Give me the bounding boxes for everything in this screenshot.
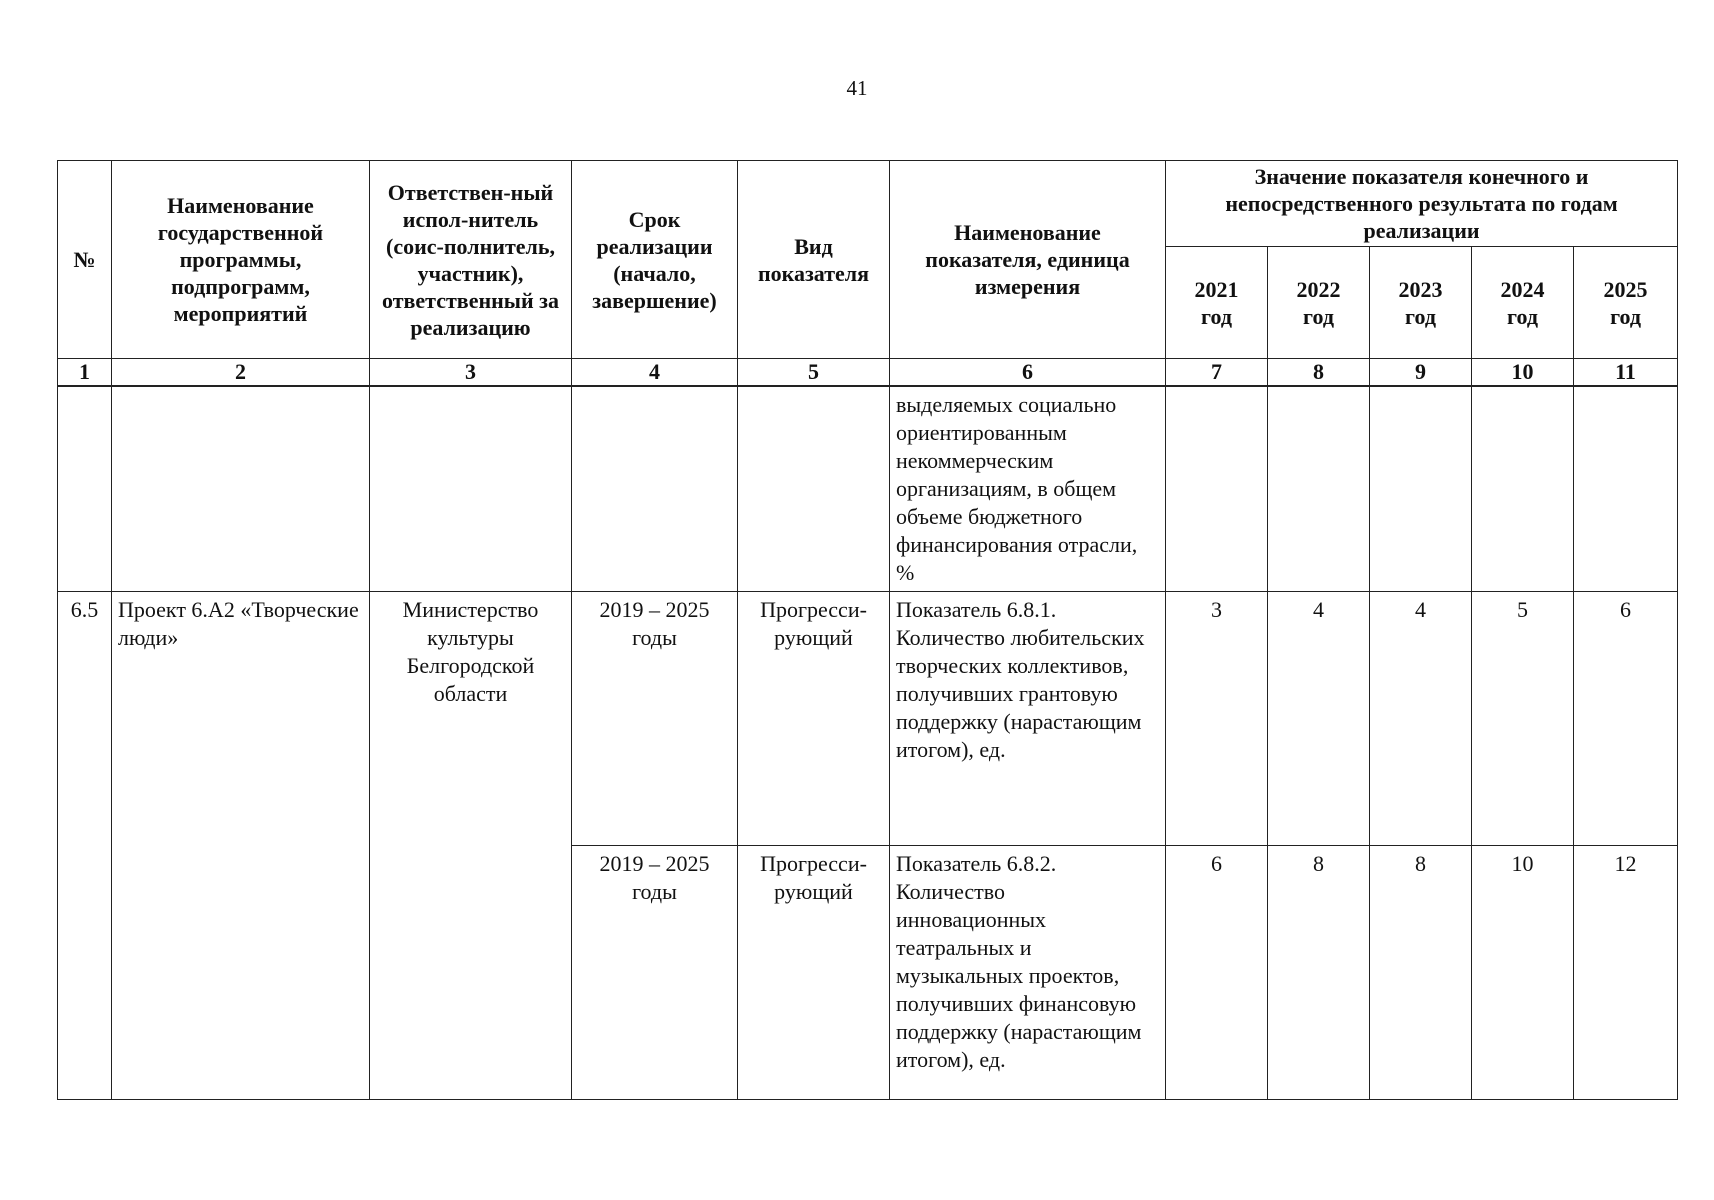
table-cell bbox=[1166, 386, 1268, 592]
header-row-top bbox=[58, 161, 1678, 247]
column-number: 5 bbox=[738, 359, 890, 387]
value-2021: 6 bbox=[1166, 846, 1268, 1100]
indicator-type: Прогресси-рующий bbox=[738, 846, 890, 1100]
table-cell bbox=[1370, 386, 1472, 592]
value-2021: 3 bbox=[1166, 592, 1268, 846]
column-number: 9 bbox=[1370, 359, 1472, 387]
table-cell bbox=[738, 386, 890, 592]
indicators-table bbox=[57, 160, 1678, 1100]
row-number: 6.5 bbox=[58, 592, 112, 1100]
column-number: 1 bbox=[58, 359, 112, 387]
value-2024: 5 bbox=[1472, 592, 1574, 846]
value-2025: 6 bbox=[1574, 592, 1678, 846]
header-program-name: Наименование государственной программы, подпрограмм, мероприятий bbox=[112, 161, 370, 359]
header-no: № bbox=[58, 161, 112, 359]
header-indicator-name: Наименование показателя, единица измерения bbox=[890, 161, 1166, 359]
implementation-term: 2019 – 2025 годы bbox=[572, 846, 738, 1100]
responsible-executor: Министерство культуры Белгородской области bbox=[370, 592, 572, 1100]
continuation-row bbox=[58, 386, 1678, 592]
header-year-2023: 2023 год bbox=[1370, 247, 1472, 359]
column-number: 8 bbox=[1268, 359, 1370, 387]
value-2025: 12 bbox=[1574, 846, 1678, 1100]
indicator-type: Прогресси-рующий bbox=[738, 592, 890, 846]
table-cell bbox=[1472, 386, 1574, 592]
column-numbers-row bbox=[58, 359, 1678, 387]
value-2024: 10 bbox=[1472, 846, 1574, 1100]
value-2023: 8 bbox=[1370, 846, 1472, 1100]
table-cell bbox=[572, 386, 738, 592]
header-executor: Ответствен-ный испол-нитель (соис-полнитель, участник), ответственный за реализацию bbox=[370, 161, 572, 359]
table-cell bbox=[58, 386, 112, 592]
column-number: 2 bbox=[112, 359, 370, 387]
indicator-name-continuation: выделяемых социально ориентированным некоммерческим организациям, в общем объеме бюджетного финансирования отрасли, % bbox=[890, 386, 1166, 592]
indicator-name: Показатель 6.8.2. Количество инновационных театральных и музыкальных проектов, получивших финансовую поддержку (нарастающим итогом), ед. bbox=[890, 846, 1166, 1100]
table-cell bbox=[112, 386, 370, 592]
column-number: 4 bbox=[572, 359, 738, 387]
header-year-2024: 2024 год bbox=[1472, 247, 1574, 359]
column-number: 3 bbox=[370, 359, 572, 387]
column-number: 6 bbox=[890, 359, 1166, 387]
header-term: Срок реализации (начало, завершение) bbox=[572, 161, 738, 359]
table-cell bbox=[1268, 386, 1370, 592]
column-number: 7 bbox=[1166, 359, 1268, 387]
header-year-2022: 2022 год bbox=[1268, 247, 1370, 359]
header-year-2021: 2021 год bbox=[1166, 247, 1268, 359]
header-values-group: Значение показателя конечного и непосредственного результата по годам реализации bbox=[1166, 161, 1678, 247]
column-number: 10 bbox=[1472, 359, 1574, 387]
indicator-name: Показатель 6.8.1. Количество любительских творческих коллективов, получивших грантовую поддержку (нарастающим итогом), ед. bbox=[890, 592, 1166, 846]
column-number: 11 bbox=[1574, 359, 1678, 387]
value-2022: 8 bbox=[1268, 846, 1370, 1100]
implementation-term: 2019 – 2025 годы bbox=[572, 592, 738, 846]
page-number: 41 bbox=[846, 76, 868, 100]
table-row bbox=[58, 592, 1678, 846]
value-2022: 4 bbox=[1268, 592, 1370, 846]
header-year-2025: 2025 год bbox=[1574, 247, 1678, 359]
table-cell bbox=[370, 386, 572, 592]
header-indicator-type: Вид показателя bbox=[738, 161, 890, 359]
project-name: Проект 6.А2 «Творческие люди» bbox=[112, 592, 370, 1100]
value-2023: 4 bbox=[1370, 592, 1472, 846]
table-cell bbox=[1574, 386, 1678, 592]
